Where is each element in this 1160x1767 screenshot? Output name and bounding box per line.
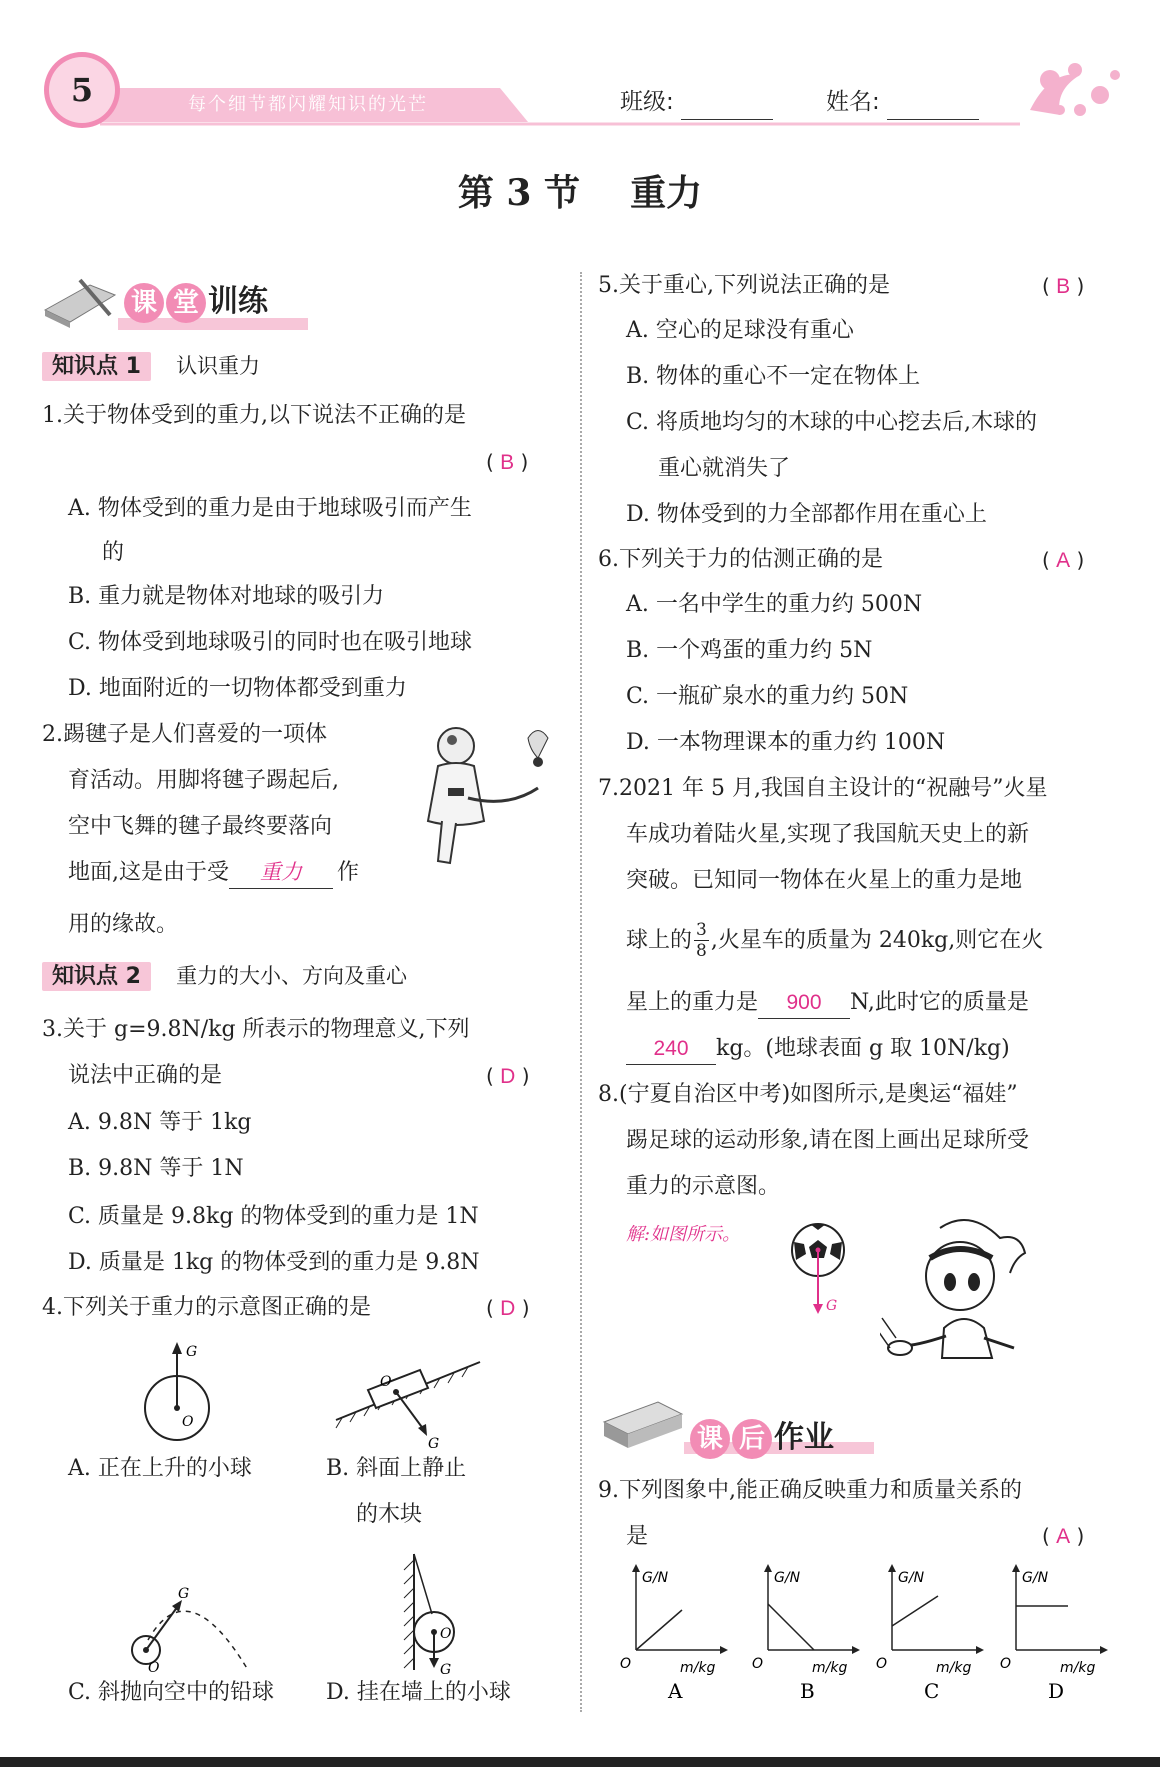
- q7-line1: 7.2021 年 5 月,我国自主设计的“祝融号”火星: [598, 776, 1048, 801]
- q3-line2: 说法中正确的是: [68, 1063, 223, 1088]
- q7-line3: 突破。已知同一物体在火星上的重力是地: [626, 868, 1023, 893]
- q6-answer: A: [1056, 549, 1071, 572]
- q6-option-c: C. 一瓶矿泉水的重力约 50N: [626, 684, 909, 709]
- q8-football-gravity-diagram: [790, 1218, 850, 1318]
- q9-a-label: A: [668, 1679, 683, 1700]
- section-classroom-heading: [124, 276, 268, 323]
- q4-option-b: B. 斜面上静止: [326, 1456, 467, 1481]
- class-blank[interactable]: [681, 93, 773, 120]
- q8-label-g: G: [826, 1298, 838, 1314]
- q7-fraction-den: 8: [696, 941, 707, 961]
- kp1-title: 认识重力: [176, 354, 261, 378]
- q7-line6: [626, 1026, 1010, 1072]
- header-banner: [0, 0, 1160, 140]
- q1-stem: 1.关于物体受到的重力,以下说法不正确的是: [42, 403, 466, 428]
- q5-option-c: C. 将质地均匀的木球的中心挖去后,木球的: [626, 410, 1038, 435]
- column-divider: [580, 272, 582, 1712]
- q2-line4-b: 作: [337, 860, 360, 885]
- notebook-icon: [40, 270, 120, 330]
- q9-graphs: [620, 1560, 1120, 1700]
- q2-line1: 2.踢毽子是人们喜爱的一项体: [42, 722, 327, 747]
- q3-option-c: C. 质量是 9.8kg 的物体受到的重力是 1N: [68, 1204, 479, 1229]
- q9-c-ylabel: G/N: [898, 1570, 925, 1586]
- q3-answer: D: [500, 1065, 516, 1088]
- q4-option-d: D. 挂在墙上的小球: [326, 1680, 511, 1705]
- name-field: [826, 84, 979, 120]
- q9-answer: A: [1056, 1525, 1071, 1548]
- q9-d-origin: O: [1000, 1656, 1012, 1672]
- q9-graph-b: [752, 1564, 860, 1700]
- q1-answer: B: [500, 451, 515, 474]
- q4-stem: 4.下列关于重力的示意图正确的是: [42, 1295, 371, 1320]
- q9-graph-a: [620, 1564, 728, 1700]
- q8-solution: 解:如图所示。: [626, 1224, 741, 1245]
- header-slogan: 每个细节都闪耀知识的光芒: [188, 94, 428, 115]
- section-homework-c1: 课: [690, 1419, 730, 1459]
- kp2-title: 重力的大小、方向及重心: [176, 964, 408, 988]
- class-field: [620, 84, 773, 120]
- q9-b-origin: O: [752, 1656, 764, 1672]
- bottom-edge-bar: [0, 1757, 1160, 1767]
- q4-answer-paren: ( D ): [486, 1296, 530, 1320]
- shuttlecock-kicker-figure: [408, 718, 568, 878]
- section-classroom-c1: 课: [124, 283, 164, 323]
- q2-line4: [68, 850, 359, 896]
- kp1-heading: [42, 348, 260, 386]
- q7-line4-b: ,火星车的质量为 240kg,则它在火: [710, 927, 1044, 953]
- q1-option-a-cont: 的: [102, 540, 125, 565]
- q5-stem: 5.关于重心,下列说法正确的是: [598, 273, 890, 298]
- q9-d-label: D: [1048, 1679, 1065, 1700]
- q2-answer: 重力: [260, 860, 302, 884]
- q9-graph-d: [1000, 1564, 1108, 1700]
- q9-a-ylabel: G/N: [642, 1570, 669, 1586]
- q5-option-b: B. 物体的重心不一定在物体上: [626, 364, 921, 389]
- q5-answer: B: [1056, 275, 1071, 298]
- q9-answer-paren: ( A ): [1042, 1524, 1085, 1548]
- q5-option-a: A. 空心的足球没有重心: [626, 318, 854, 343]
- q7-line2: 车成功着陆火星,实现了我国航天史上的新: [626, 822, 1029, 847]
- q4-c-label-g: G: [178, 1586, 190, 1602]
- q6-stem: 6.下列关于力的估测正确的是: [598, 547, 883, 572]
- q9-line1: 9.下列图象中,能正确反映重力和质量关系的: [598, 1478, 1022, 1503]
- q7-line4: [626, 920, 1043, 961]
- kp2-tag: 知识点 2: [42, 962, 151, 991]
- q7-line5: [626, 980, 1029, 1026]
- q7-line5-b: N,此时它的质量是: [850, 990, 1029, 1015]
- q7-fraction: [694, 920, 709, 961]
- kp1-tag: 知识点 1: [42, 352, 151, 381]
- q9-line2: 是: [626, 1524, 649, 1549]
- q1-option-b: B. 重力就是物体对地球的吸引力: [68, 584, 385, 609]
- q2-line4-a: 地面,这是由于受: [68, 860, 229, 885]
- section-classroom-c2: 堂: [166, 283, 206, 323]
- q4-diagram-a-rising-ball: [130, 1340, 230, 1450]
- q4-diagram-c-thrown-ball: [118, 1580, 258, 1680]
- q8-fuwa-figure: [880, 1218, 1040, 1378]
- q9-d-xlabel: m/kg: [1060, 1660, 1096, 1676]
- name-label: 姓名:: [826, 89, 880, 115]
- q4-b-label-o: O: [380, 1374, 392, 1390]
- q9-a-xlabel: m/kg: [680, 1660, 716, 1676]
- q7-line5-a: 星上的重力是: [626, 990, 759, 1015]
- section-homework-c2: 后: [732, 1419, 772, 1459]
- class-label: 班级:: [620, 89, 674, 115]
- section-classroom-rest: 训练: [208, 284, 268, 319]
- q5-option-d: D. 物体受到的力全部都作用在重心上: [626, 502, 987, 527]
- q6-option-b: B. 一个鸡蛋的重力约 5N: [626, 638, 873, 663]
- q3-answer-paren: ( D ): [486, 1064, 530, 1088]
- q4-diagram-b-block-on-incline: [328, 1352, 488, 1452]
- q7-fraction-num: 3: [696, 920, 707, 940]
- q4-answer: D: [500, 1297, 516, 1320]
- q1-option-d: D. 地面附近的一切物体都受到重力: [68, 676, 407, 701]
- q9-graph-c: [876, 1564, 984, 1700]
- q2-line3: 空中飞舞的毽子最终要落向: [68, 814, 333, 839]
- q6-option-d: D. 一本物理课本的重力约 100N: [626, 730, 946, 755]
- q3-line1: 3.关于 g=9.8N/kg 所表示的物理意义,下列: [42, 1017, 470, 1042]
- q9-c-xlabel: m/kg: [936, 1660, 972, 1676]
- section-homework-heading: [690, 1412, 834, 1459]
- name-blank[interactable]: [887, 93, 979, 120]
- q9-b-xlabel: m/kg: [812, 1660, 848, 1676]
- kp2-heading: [42, 958, 407, 996]
- q2-line5: 用的缘故。: [68, 912, 179, 937]
- page-title: 第 3 节 重力: [457, 172, 703, 214]
- q4-a-label-o: O: [182, 1414, 194, 1430]
- q6-answer-paren: ( A ): [1042, 548, 1085, 572]
- q4-option-a: A. 正在上升的小球: [68, 1456, 252, 1481]
- q7-answer1: 900: [786, 991, 822, 1014]
- q3-option-a: A. 9.8N 等于 1kg: [68, 1110, 252, 1135]
- q1-option-c: C. 物体受到地球吸引的同时也在吸引地球: [68, 630, 473, 655]
- q2-line2: 育活动。用脚将毽子踢起后,: [68, 768, 339, 793]
- q1-option-a: A. 物体受到的重力是由于地球吸引而产生: [68, 496, 472, 521]
- q3-option-b: B. 9.8N 等于 1N: [68, 1156, 244, 1181]
- q9-c-origin: O: [876, 1656, 888, 1672]
- q4-b-label-g: G: [428, 1436, 440, 1452]
- q4-c-label-o: O: [148, 1660, 160, 1676]
- q6-option-a: A. 一名中学生的重力约 500N: [626, 592, 923, 617]
- page-number: 5: [70, 71, 94, 109]
- q9-d-ylabel: G/N: [1022, 1570, 1049, 1586]
- q9-b-label: B: [800, 1679, 815, 1700]
- q7-answer2: 240: [653, 1037, 689, 1060]
- books-icon: [598, 1392, 688, 1452]
- q5-option-c-cont: 重心就消失了: [658, 456, 791, 481]
- q3-option-d: D. 质量是 1kg 的物体受到的重力是 9.8N: [68, 1250, 480, 1275]
- q9-c-label: C: [924, 1679, 940, 1700]
- q8-line1: 8.(宁夏自治区中考)如图所示,是奥运“福娃”: [598, 1082, 1018, 1107]
- q4-option-b-cont: 的木块: [356, 1502, 423, 1527]
- q8-line3: 重力的示意图。: [626, 1174, 781, 1199]
- q4-diagram-d-ball-on-wall: [398, 1550, 488, 1680]
- q7-line4-a: 球上的: [626, 927, 693, 953]
- q7-line6-text: kg。(地球表面 g 取 10N/kg): [716, 1036, 1010, 1061]
- q4-d-label-g: G: [440, 1662, 452, 1678]
- section-homework-rest: 作业: [774, 1420, 834, 1455]
- q4-option-c: C. 斜抛向空中的铅球: [68, 1680, 275, 1705]
- q9-b-ylabel: G/N: [774, 1570, 801, 1586]
- q5-answer-paren: ( B ): [1042, 274, 1085, 298]
- q8-line2: 踢足球的运动形象,请在图上画出足球所受: [626, 1128, 1029, 1153]
- q4-d-label-o: O: [440, 1626, 452, 1642]
- q1-answer-paren: ( B ): [486, 450, 529, 474]
- q9-a-origin: O: [620, 1656, 632, 1672]
- q4-a-label-g: G: [186, 1344, 198, 1360]
